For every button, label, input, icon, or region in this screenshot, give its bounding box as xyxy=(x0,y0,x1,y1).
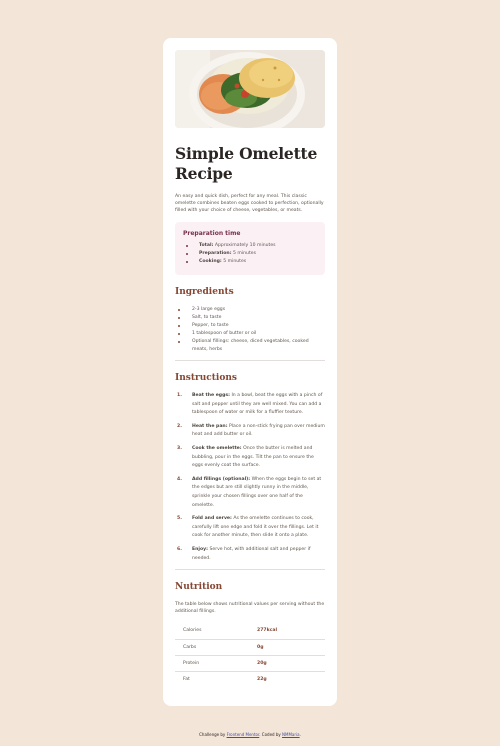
nutrient-name: Calories xyxy=(175,623,257,639)
list-item: 2-3 large eggs xyxy=(175,306,325,314)
instructions-heading: Instructions xyxy=(175,373,237,383)
omelette-photo xyxy=(175,50,325,128)
table-row xyxy=(175,639,325,655)
preparation-heading: Preparation time xyxy=(183,230,241,237)
attribution: Challenge by Frontend Mentor. Coded by NMMaria. xyxy=(199,732,301,737)
instruction-step: Fold and serve: As the omelette continues to cook, carefully lift one edge and fold it over the fillings. Let it cook for another minute, then slide it onto a plate. xyxy=(192,516,319,539)
recipe-intro: An easy and quick dish, perfect for any meal. This classic omelette combines beaten eggs cooked to perfection, optionally filled with your choice of cheese, vegetables, or meats. xyxy=(175,194,324,213)
recipe-title: Simple Omelette Recipe xyxy=(175,144,318,183)
prep-item-cooking: Cooking: 5 minutes xyxy=(183,258,317,266)
nutrient-value: 20g xyxy=(257,655,325,671)
table-row xyxy=(175,655,325,671)
recipe-card xyxy=(163,38,337,706)
instruction-step: Add fillings (optional): When the eggs begin to set at the edges but are still slightly runny in the middle, sprinkle your chosen fillings over one half of the omelette. xyxy=(192,476,322,508)
instruction-step: Cook the omelette: Once the butter is melted and bubbling, pour in the eggs. Tilt the pan to ensure the eggs evenly coat the surface. xyxy=(192,445,314,469)
list-item: Pepper, to taste xyxy=(175,322,325,330)
ingredients-heading: Ingredients xyxy=(175,287,234,297)
nutrition-heading: Nutrition xyxy=(175,582,223,593)
divider xyxy=(175,360,325,361)
divider xyxy=(175,569,325,570)
frontend-mentor-link[interactable]: Frontend Mentor xyxy=(226,732,260,737)
nutrient-name: Fat xyxy=(183,676,190,682)
list-item: Optional fillings: cheese, diced vegetables, cooked meats, herbs xyxy=(175,338,325,354)
preparation-box xyxy=(175,222,325,275)
instruction-step: Enjoy: Serve hot, with additional salt and pepper if needed. xyxy=(192,546,311,561)
prep-item-total: Total: Approximately 10 minutes xyxy=(183,242,317,250)
instruction-step: Beat the eggs: In a bowl, beat the eggs with a pinch of salt and pepper until they are well mixed. You can add a tablespoon of water or milk for a fluffier texture. xyxy=(192,393,323,416)
nutrient-name: Carbs xyxy=(175,639,257,655)
nutrition-text: The table below shows nutritional values per serving without the additional fillings. xyxy=(175,602,325,615)
table-row xyxy=(175,623,325,639)
nutrient-value: 22g xyxy=(257,676,267,682)
table-row xyxy=(175,671,325,687)
nutrient-value: 277kcal xyxy=(257,623,325,639)
nutrient-value: 0g xyxy=(257,639,325,655)
instruction-step: Heat the pan: Place a non-stick frying pan over medium heat and add butter or oil. xyxy=(192,423,325,438)
list-item: 1 tablespoon of butter or oil xyxy=(175,330,325,338)
list-item: Salt, to taste xyxy=(175,314,325,322)
prep-item-preparation: Preparation: 5 minutes xyxy=(183,250,317,258)
nutrient-name: Protein xyxy=(175,655,257,671)
nutrition-table xyxy=(175,623,325,687)
author-link[interactable]: NMMaria xyxy=(282,732,300,737)
